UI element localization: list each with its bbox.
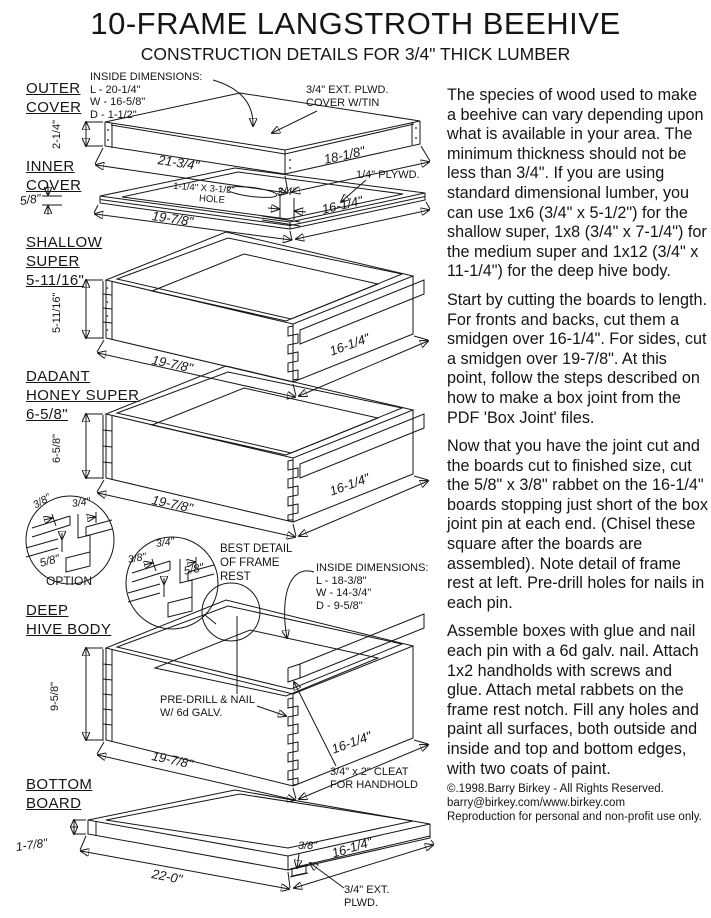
paragraph-wood-species: The species of wood used to make a beehive can vary depending upon what is available in your area. The minimum thickness should not be less than 3/4". If you are using standard dimensional lumber, you can use 1x6 (3/4" x 5-1/2") for the shallow super, 1x8 (3/4" x 7-1/4") for the medium super and 1x12 (3/4" x 11-1/4") for the deep hive body. <box>447 86 707 281</box>
bottom-board-lip-dim: 3/8" <box>298 840 318 852</box>
deep-hive-label-line2: HIVE BODY <box>26 621 112 638</box>
bottom-board-label-line2: BOARD <box>26 795 82 812</box>
inner-cover-height-dim: 5/8" <box>19 191 42 208</box>
cleat-note-line1: 3/4" x 2" CLEAT <box>330 766 409 778</box>
deep-hive-inside-dims <box>316 562 428 612</box>
outer-cover-depth-dim: 18-1/8" <box>322 143 367 167</box>
deep-hive-label-line1: DEEP <box>26 602 69 619</box>
option-dim-c: 5/8" <box>38 553 61 570</box>
inner-cover-label-line2: COVER <box>26 177 82 194</box>
deep-hive-cleat-note <box>330 766 418 791</box>
plywood-note-line2: PLWD. <box>344 896 379 909</box>
outer-cover-label-line1: OUTER <box>26 80 81 97</box>
shallow-super-label-line3: 5-11/16" <box>26 272 85 289</box>
dadant-label-line1: DADANT <box>26 368 91 385</box>
inner-cover-depth-dim: 16-1/4" <box>320 192 365 217</box>
best-dim-c: 5/8" <box>182 561 205 578</box>
plywood-note-line2: COVER W/TIN <box>306 96 380 109</box>
outer-cover-label-line2: COVER <box>26 99 82 116</box>
bottom-board-depth-dim: 16-1/4" <box>329 834 374 861</box>
inner-cover-length-dim: 19-7/8" <box>150 208 195 230</box>
plywood-note-line1: 3/4" EXT. PLWD. <box>306 84 389 96</box>
deep-hive-height-dim: 9-5/8" <box>49 682 61 711</box>
inner-cover-rim-dim: 3/4" <box>277 186 297 198</box>
best-detail-label <box>220 542 292 584</box>
shallow-super-depth-dim: 16-1/4" <box>327 330 372 359</box>
diagram-panel <box>0 68 440 918</box>
inside-dims-w: W - 14-3/4" <box>316 587 372 599</box>
inside-dims-title: INSIDE DIMENSIONS: <box>316 562 429 574</box>
best-detail-line2: OF FRAME <box>220 557 280 569</box>
bottom-board-label-line1: BOTTOM <box>26 776 93 793</box>
dadant-label-line2: HONEY SUPER <box>26 387 140 404</box>
reproduction-line: Reproduction for personal and non-profit use only. <box>447 811 702 823</box>
contact-line: barry@birkey.com/www.birkey.com <box>447 797 626 809</box>
header <box>0 6 711 65</box>
outer-cover-inside-dims <box>90 71 202 121</box>
inside-dims-w: W - 16-5/8" <box>90 96 146 108</box>
paragraph-assembly: Assemble boxes with glue and nail each pin with a 6d galv. nail. Attach 1x2 handholds with screws and glue. Attach metal rabbets on the frame rest notch. Fill any holes and paint all surfaces, both outside and inside and top and bottom edges, with two coats of paint. <box>447 622 699 778</box>
shallow-super-label-line2: SUPER <box>26 253 80 270</box>
best-detail-line3: REST <box>220 571 251 583</box>
inside-dims-title: INSIDE DIMENSIONS: <box>90 71 203 83</box>
bottom-board-plywood-note <box>344 884 389 909</box>
dadant-depth-dim: 16-1/4" <box>327 470 372 499</box>
option-label: OPTION <box>46 574 93 588</box>
shallow-super-length-dim: 19-7/8" <box>150 352 195 376</box>
cleat-note-line2: FOR HANDHOLD <box>330 778 419 791</box>
inner-cover-hole-note-line2: HOLE <box>198 193 226 206</box>
deep-hive-depth-dim: 16-1/4" <box>329 728 374 757</box>
dadant-length-dim: 19-7/8" <box>150 492 195 516</box>
outer-cover-length-dim: 21-3/4" <box>156 152 201 174</box>
inside-dims-l: L - 20-1/4" <box>90 83 141 96</box>
deep-hive-nail-note <box>160 694 255 719</box>
best-dim-a: 3/8" <box>126 550 148 566</box>
copyright-footer <box>447 782 702 824</box>
dadant-height-dim: 6-5/8" <box>51 434 63 463</box>
copyright-line: ©.1998.Barry Birkey - All Rights Reserved. <box>447 783 664 795</box>
inside-dims-d: D - 9-5/8" <box>316 599 363 612</box>
paragraph-cutting-boards: Start by cutting the boards to length. For fronts and backs, cut them a smidgen over 16-1/4". For sides, cut a smidgen over 19-7/8". At this point, follow the steps described on how to make a box joint from the PDF 'Box Joint' files. <box>447 290 708 427</box>
shallow-super-label-line1: SHALLOW <box>26 234 103 251</box>
bottom-board-height-dim: 1-7/8" <box>15 835 49 854</box>
inner-cover-hole-note-line1: 1-1/4" X 3-1/2" <box>172 180 236 197</box>
paragraph-rabbet: Now that you have the joint cut and the boards cut to finished size, cut the 5/8" x 3/8" rabbet on the 16-1/4" boards stopping just short of the box joint pin at each end. (Chisel these square after the boards are assembled). Note detail of frame rest at left. Pre-drill holes for nails in each pin. <box>447 437 708 612</box>
bottom-board-length-dim: 22-0" <box>150 866 184 887</box>
nail-note-line2: W/ 6d GALV. <box>160 706 223 719</box>
best-detail-line1: BEST DETAIL <box>220 543 293 555</box>
shallow-super-drawing <box>86 232 428 397</box>
construction-notes <box>447 86 709 788</box>
shallow-super-height-dim: 5-11/16" <box>51 292 63 333</box>
outer-cover-plywood-note <box>306 84 389 109</box>
inside-dims-d: D - 1-1/2" <box>90 108 137 121</box>
outer-cover-height-dim: 2-1/4" <box>51 120 63 149</box>
inner-cover-label-line1: INNER <box>26 158 75 175</box>
nail-note-line1: PRE-DRILL & NAIL <box>160 694 255 706</box>
bottom-board-drawing <box>74 790 434 889</box>
inner-cover-plywood-note: 1/4" PLYWD. <box>356 169 420 181</box>
option-dim-b: 3/4" <box>71 495 91 510</box>
option-dim-a: 3/8" <box>31 491 53 512</box>
inside-dims-l: L - 18-3/8" <box>316 574 367 587</box>
page-subtitle: CONSTRUCTION DETAILS FOR 3/4" THICK LUMBER <box>140 44 571 64</box>
dadant-label-line3: 6-5/8" <box>26 406 68 423</box>
plywood-note-line1: 3/4" EXT. <box>344 884 390 896</box>
deep-hive-length-dim: 19-7/8" <box>150 748 195 772</box>
page-title: 10-FRAME LANGSTROTH BEEHIVE <box>90 6 621 41</box>
best-dim-b: 3/4" <box>155 535 175 550</box>
